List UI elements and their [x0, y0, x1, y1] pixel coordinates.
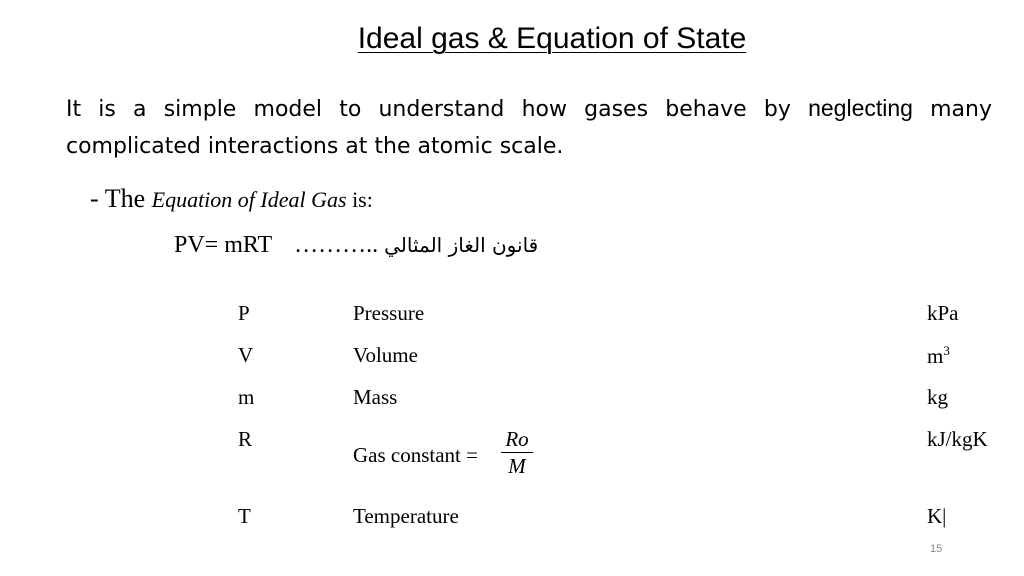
table-row-name: Temperature	[353, 504, 459, 528]
table-row-name: Gas constant =	[353, 443, 478, 467]
table-row-symbol: P	[238, 301, 250, 325]
fraction-denominator: M	[508, 454, 526, 478]
gas-constant-fraction	[499, 426, 535, 479]
intro-paragraph	[66, 90, 992, 165]
formula-arabic-label: قانون الغاز المثالي	[384, 233, 539, 257]
table-row-unit: kPa	[927, 301, 959, 325]
table-row-symbol: T	[238, 504, 251, 528]
equation-intro-suffix: is:	[346, 187, 373, 212]
table-row-name: Mass	[353, 385, 398, 409]
intro-text-start: It is a simple model to understand how gases behave by	[66, 97, 809, 122]
table-row-unit: K|	[927, 504, 947, 528]
table-row-unit: kJ/kgK	[927, 427, 988, 451]
unit-base: m	[927, 344, 944, 368]
unit-superscript: 3	[943, 343, 950, 358]
table-row-symbol: m	[238, 385, 255, 409]
equation-intro-italic: Equation of Ideal Gas	[151, 187, 347, 212]
slide-title	[0, 22, 1024, 56]
table-row-symbol: V	[238, 343, 254, 367]
fraction-numerator: Ro	[505, 427, 529, 451]
equation-intro-prefix: - The	[90, 184, 152, 213]
formula-dots: ………..	[294, 232, 379, 258]
table-row-symbol: R	[238, 427, 253, 451]
ideal-gas-formula: PV= mRT	[174, 232, 273, 258]
table-row-unit	[927, 343, 950, 369]
intro-text-end: many complicated interactions at the atomic scale.	[66, 97, 992, 159]
table-row-name: Pressure	[353, 301, 425, 325]
slide-title-text: Ideal gas & Equation of State	[357, 22, 747, 55]
table-row-unit: kg	[927, 385, 948, 409]
equation-intro-line	[90, 184, 373, 214]
page-number: 15	[930, 543, 943, 555]
ideal-gas-formula-line	[174, 232, 538, 259]
intro-highlight-word: neglecting	[808, 95, 913, 121]
table-row-name: Volume	[353, 343, 418, 367]
